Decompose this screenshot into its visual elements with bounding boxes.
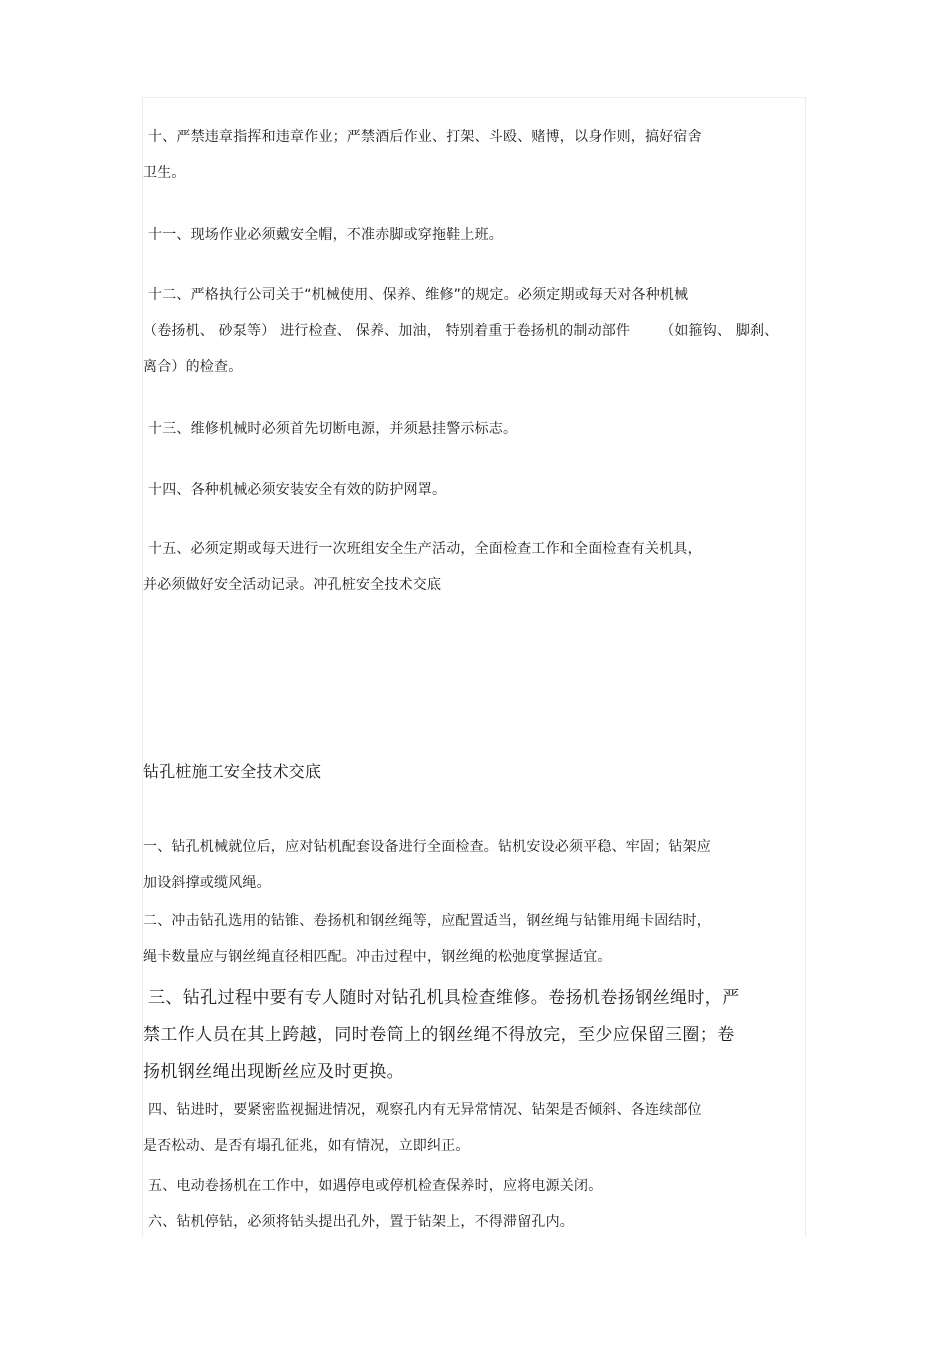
- item-2-line-1: 二、冲击钻孔选用的钻锥、卷扬机和钢丝绳等，应配置适当，钢丝绳与钻锥用绳卡固结时，: [143, 913, 711, 929]
- item-6-line-1: 六、钻机停钻，必须将钻头提出孔外，置于钻架上，不得滞留孔内。: [148, 1214, 574, 1230]
- item-1-line-1: 一、钻孔机械就位后，应对钻机配套设备进行全面检查。钻机安设必须平稳、牢固；钻架应: [143, 839, 711, 855]
- para-15-line-1: 十五、必须定期或每天进行一次班组安全生产活动，全面检查工作和全面检查有关机具，: [148, 541, 702, 557]
- section-heading: 钻孔桩施工安全技术交底: [143, 762, 322, 781]
- para-13-line-1: 十三、维修机械时必须首先切断电源，并须悬挂警示标志。: [148, 421, 518, 437]
- para-12-line-2-part-a: （卷扬机、 砂泵等） 进行检查、 保养、加油， 特别着重于卷扬机的制动部件: [143, 323, 631, 339]
- para-15-line-2: 并必须做好安全活动记录。冲孔桩安全技术交底: [143, 577, 442, 593]
- para-10-line-2: 卫生。: [143, 165, 186, 181]
- item-1-line-2: 加设斜撑或缆风绳。: [143, 875, 271, 891]
- para-12-line-3: 离合）的检查。: [143, 359, 243, 375]
- para-12-line-2-part-b: （如箍钩、 脚刹、: [660, 323, 779, 339]
- para-14-line-1: 十四、各种机械必须安装安全有效的防护网罩。: [148, 482, 447, 498]
- item-3-line-1: 三、钻孔过程中要有专人随时对钻孔机具检查维修。卷扬机卷扬钢丝绳时，严: [148, 988, 740, 1008]
- item-2-line-2: 绳卡数量应与钢丝绳直径相匹配。冲击过程中，钢丝绳的松弛度掌握适宜。: [143, 949, 612, 965]
- para-12-line-1: 十二、严格执行公司关于“机械使用、保养、维修”的规定。必须定期或每天对各种机械: [148, 287, 689, 303]
- item-3-line-3: 扬机钢丝绳出现断丝应及时更换。: [143, 1062, 404, 1082]
- item-4-line-2: 是否松动、是否有塌孔征兆，如有情况，立即纠正。: [143, 1138, 470, 1154]
- item-3-line-2: 禁工作人员在其上跨越，同时卷筒上的钢丝绳不得放完，至少应保留三圈；卷: [143, 1025, 735, 1045]
- item-5-line-1: 五、电动卷扬机在工作中，如遇停电或停机检查保养时，应将电源关闭。: [148, 1178, 603, 1194]
- item-4-line-1: 四、钻进时，要紧密监视掘进情况，观察孔内有无异常情况、钻架是否倾斜、各连续部位: [148, 1102, 702, 1118]
- para-11-line-1: 十一、现场作业必须戴安全帽，不准赤脚或穿拖鞋上班。: [148, 227, 503, 243]
- para-12-line-2: [143, 322, 778, 340]
- para-10-line-1: 十、严禁违章指挥和违章作业；严禁酒后作业、打架、斗殴、赌博，以身作则，搞好宿舍: [148, 129, 702, 145]
